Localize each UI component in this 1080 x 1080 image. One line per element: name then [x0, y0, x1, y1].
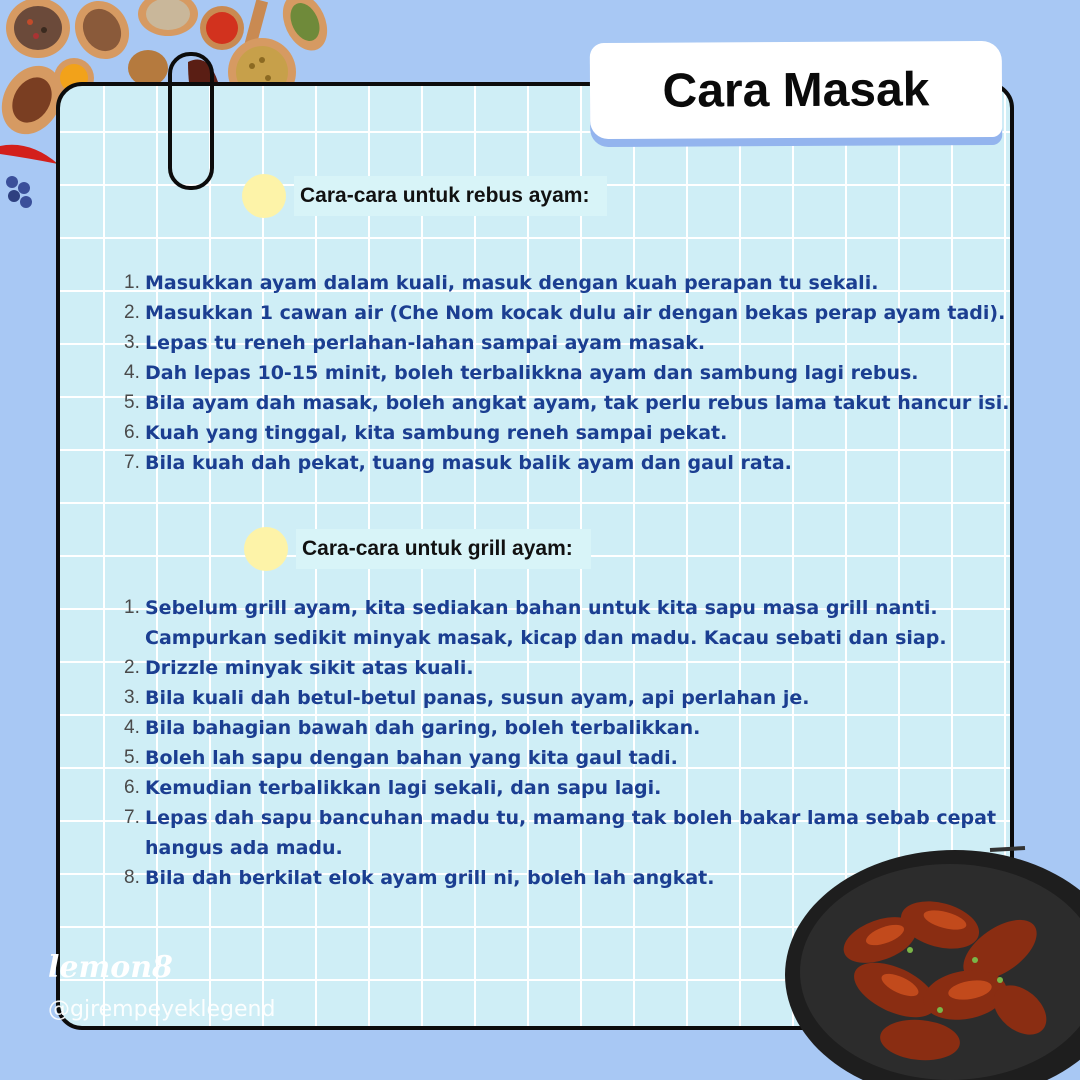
- title-banner: [590, 41, 1002, 139]
- page-title: Cara Masak: [662, 62, 930, 118]
- list-item: 7. Lepas dah sapu bancuhan madu tu, mamang tak boleh bakar lama sebab cepat hangus ada madu.: [124, 807, 997, 859]
- paper-clip-icon: [168, 52, 214, 190]
- list-item: 4. Dah lepas 10-15 minit, boleh terbalikkna ayam dan sambung lagi rebus.: [124, 362, 919, 384]
- author-handle: @gjrempeyeklegend: [48, 997, 276, 1022]
- steps-list-rebus: [120, 268, 1009, 478]
- section-heading-rebus: [242, 174, 607, 218]
- list-item: 8. Bila dah berkilat elok ayam grill ni, boleh lah angkat.: [124, 867, 715, 889]
- list-item: 3. Bila kuali dah betul-betul panas, susun ayam, api perlahan je.: [124, 687, 810, 709]
- list-item: 2. Drizzle minyak sikit atas kuali.: [124, 657, 474, 679]
- list-item: 6. Kuah yang tinggal, kita sambung reneh sampai pekat.: [124, 422, 728, 444]
- bullet-dot-icon: [244, 527, 288, 571]
- chili-powder-icon: [200, 6, 244, 50]
- watermark: [48, 950, 275, 1022]
- section-title: Cara-cara untuk grill ayam:: [296, 529, 591, 569]
- list-item: 6. Kemudian terbalikkan lagi sekali, dan sapu lagi.: [124, 777, 662, 799]
- list-item: 1. Sebelum grill ayam, kita sediakan bahan untuk kita sapu masa grill nanti. Campurkan sedikit minyak masak, kicap dan madu. Kacau sebati dan siap.: [124, 597, 947, 649]
- spice-spoon-icon: [6, 0, 70, 58]
- bullet-dot-icon: [242, 174, 286, 218]
- list-item: 4. Bila bahagian bawah dah garing, boleh terbalikkan.: [124, 717, 701, 739]
- lemon8-logo: lemon8: [48, 950, 173, 985]
- list-item: 7. Bila kuah dah pekat, tuang masuk balik ayam dan gaul rata.: [124, 452, 792, 474]
- list-item: 5. Boleh lah sapu dengan bahan yang kita gaul tadi.: [124, 747, 678, 769]
- grilled-chicken-plate-image: [770, 840, 1080, 1080]
- list-item: 3. Lepas tu reneh perlahan-lahan sampai ayam masak.: [124, 332, 706, 354]
- list-item: 5. Bila ayam dah masak, boleh angkat ayam, tak perlu rebus lama takut hancur isi.: [124, 392, 1010, 414]
- list-item: 2. Masukkan 1 cawan air (Che Nom kocak dulu air dengan bekas perap ayam tadi).: [124, 302, 1006, 324]
- section-heading-grill: [244, 527, 591, 571]
- section-title: Cara-cara untuk rebus ayam:: [294, 176, 607, 216]
- chili-icon: [0, 145, 64, 166]
- spice-bowl-icon: [138, 0, 198, 36]
- blueberries-icon: [6, 176, 32, 208]
- list-item: 1. Masukkan ayam dalam kuali, masuk dengan kuah perapan tu sekali.: [124, 272, 879, 294]
